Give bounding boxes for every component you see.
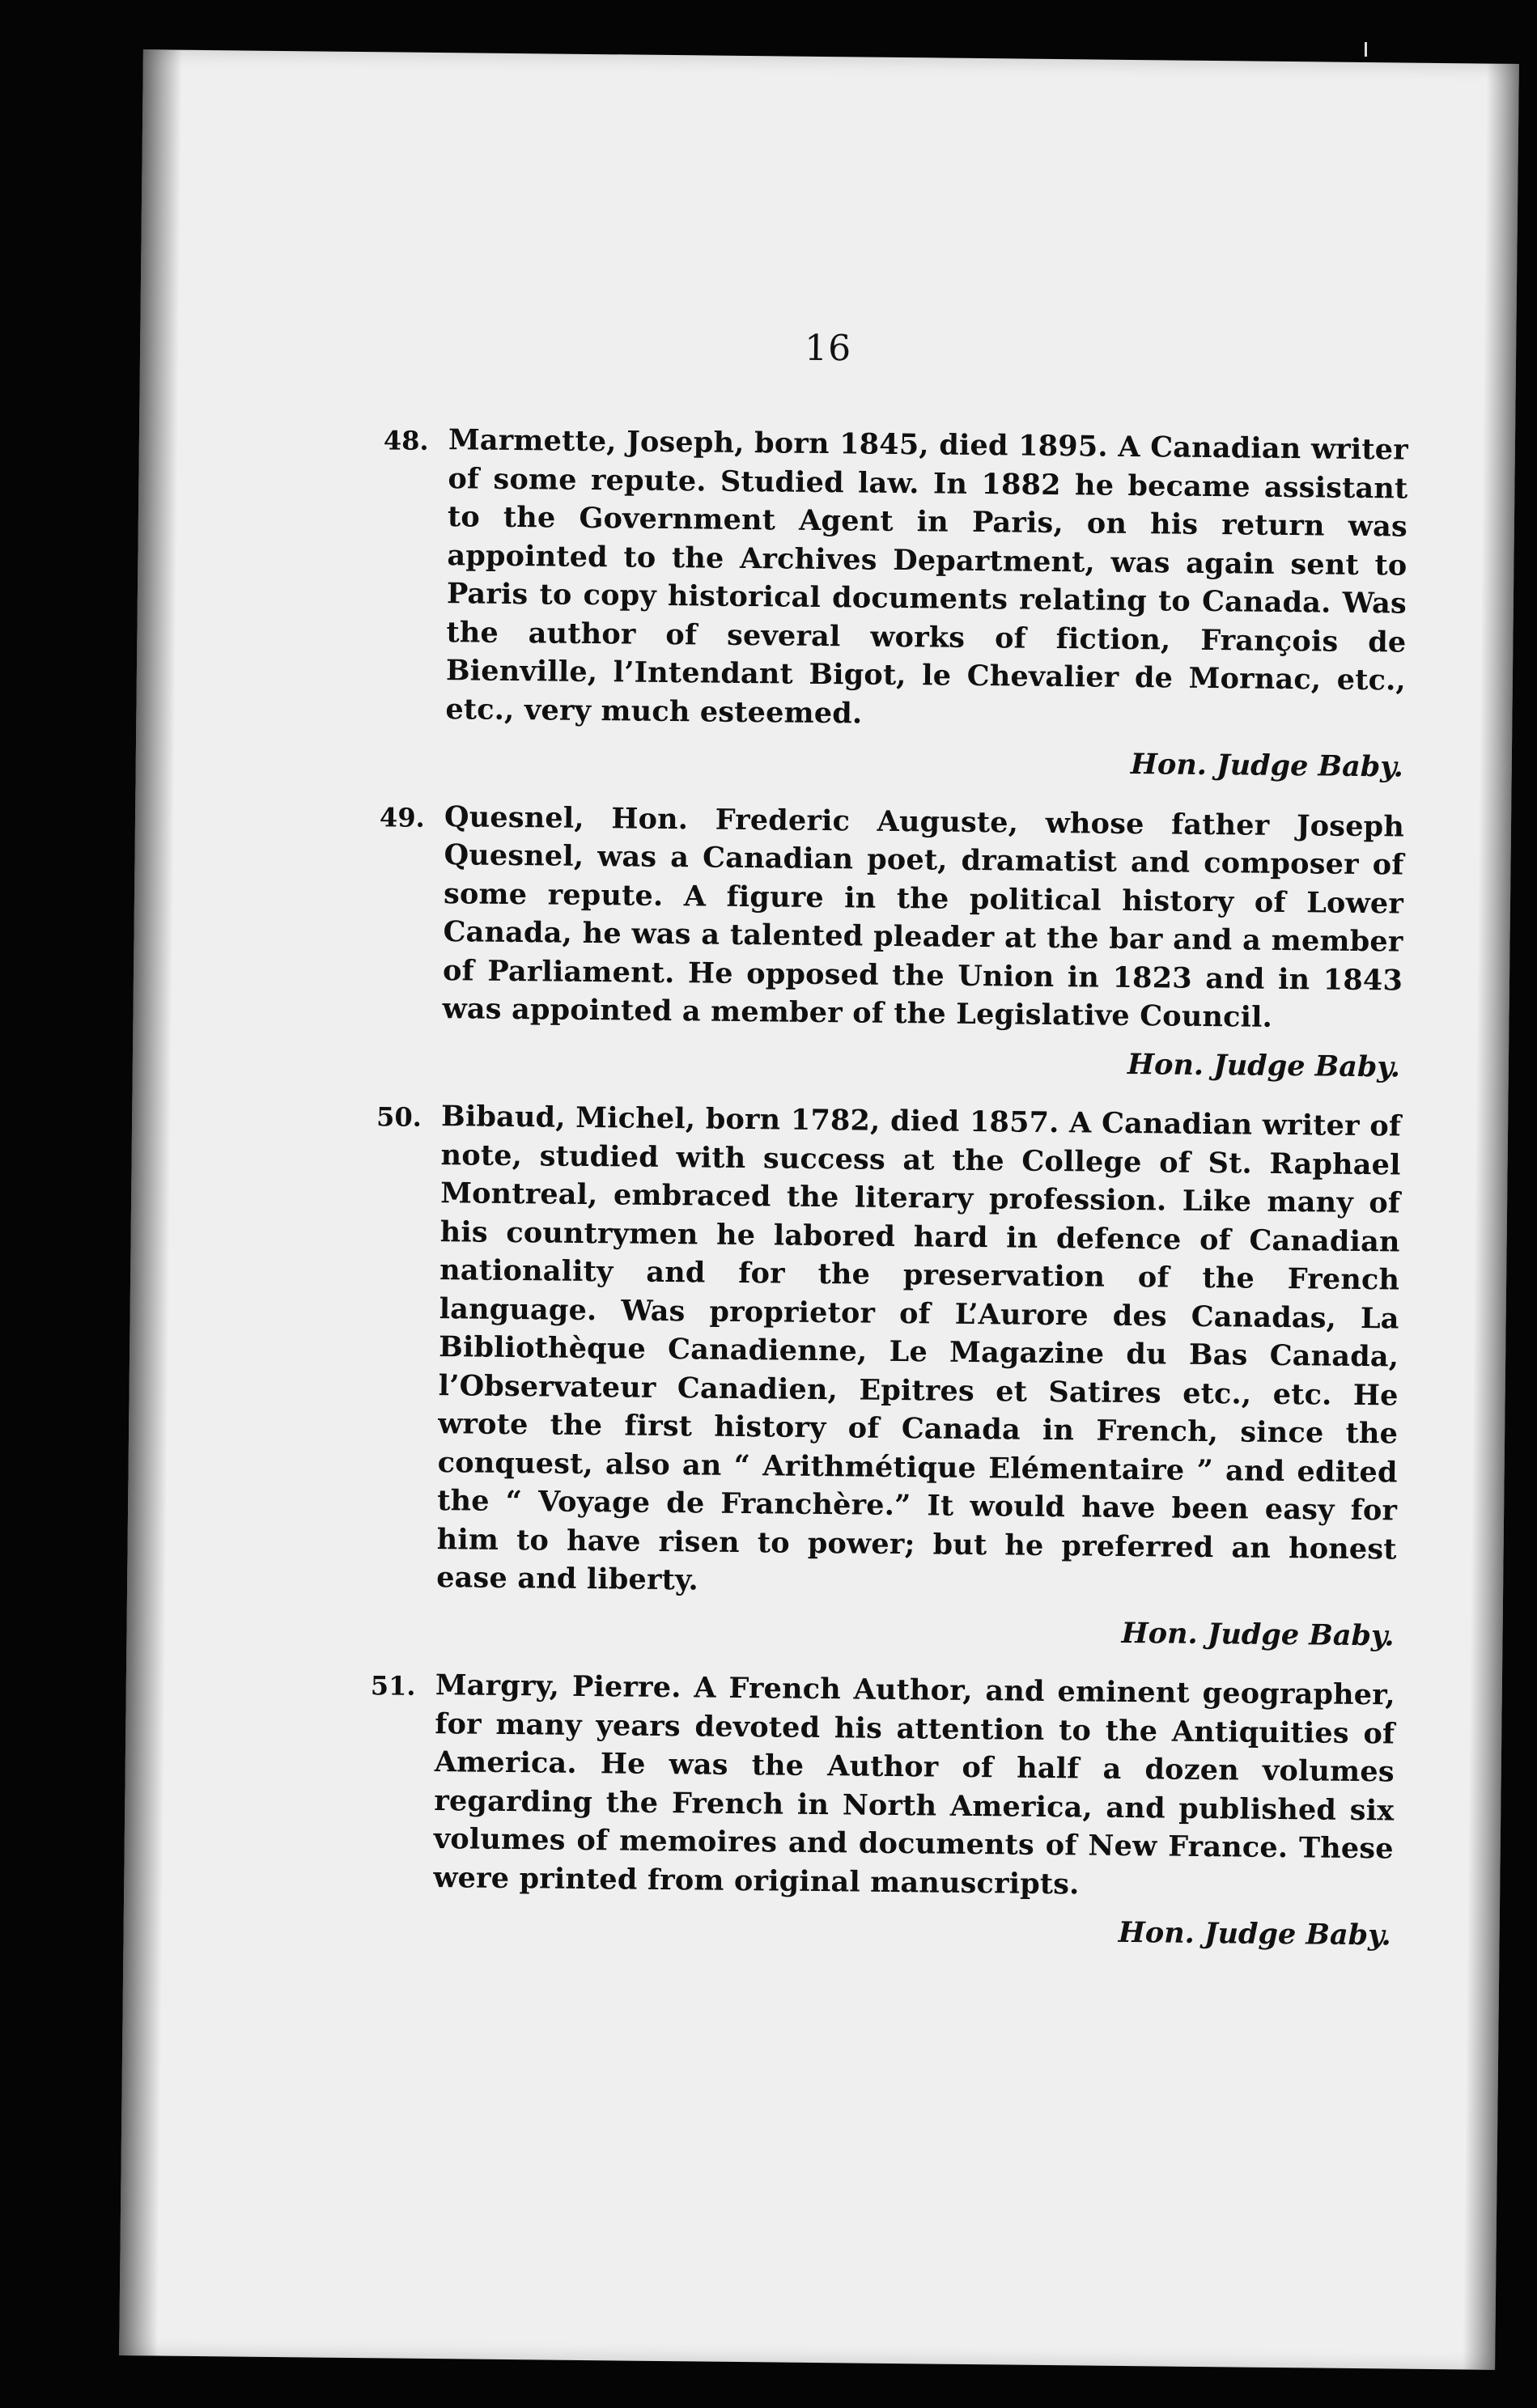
entry-number: 49. [379,801,425,833]
entry-text: Marmette, Joseph, born 1845, died 1895. A Canadian writer of some repute. Studied law. In 1882 he became assistant to the Government Agent in Paris, on his return was appointed to the Archives Department, was again sent to Paris to copy historical documents relating to Canada. Was the author of several works of fiction, François de Bienville, l’Intendant Bigot, le Chevalier de Mornac, etc., etc., very much esteemed. [445,423,1409,731]
entry-text: Margry, Pierre. A French Author, and eminent geographer, for many years devoted his attention to the Antiquities of America. He was the Author of half a dozen volumes regarding the French in North America, and published six volumes of memoires and documents of New France. These were printed from original manuscripts. [433,1668,1395,1901]
entry-signature: Hon. Judge Baby. [1121,1616,1395,1652]
scan-artifact [1365,42,1367,57]
entry-51 [370,1666,1395,1955]
entry-number: 50. [376,1101,422,1133]
document-page [119,49,1519,2370]
page-content [121,418,1515,2253]
entry-signature: Hon. Judge Baby. [1118,1915,1391,1952]
entry-number: 48. [383,425,429,456]
entry-text: Bibaud, Michel, born 1782, died 1857. A Canadian writer of note, studied with success at the College of St. Raphael Montreal, embraced the literary profession. Like many of his countrymen he labored hard in defence of Canadian nationality and for the preservation of the French language. Was proprietor of L’Aurore des Canadas, La Bibliothèque Canadienne, Le Magazine du Bas Canada, l’Observateur Canadien, Epitres et Satires etc., etc. He wrote the first history of Canada in French, since the conquest, also an “ Arithmétique Elémentaire ” and edited the “ Voyage de Franchère.” It would have been easy for him to have risen to power; but he preferred an honest ease and liberty. [435,1100,1402,1597]
entry-48 [383,421,1409,786]
entry-number: 51. [370,1670,416,1702]
page-number: 16 [804,327,852,370]
entry-50 [376,1097,1402,1655]
entry-text: Quesnel, Hon. Frederic Auguste, whose father Joseph Quesnel, was a Canadian poet, dramatist and composer of some repute. A figure in the political history of Lower Canada, he was a talented pleader at the bar and a member of Parliament. He opposed the Union in 1823 and in 1843 was appointed a member of the Legislative Council. [442,799,1405,1034]
entry-signature: Hon. Judge Baby. [1130,748,1403,784]
entry-49 [379,798,1405,1087]
entry-signature: Hon. Judge Baby. [1127,1047,1401,1084]
